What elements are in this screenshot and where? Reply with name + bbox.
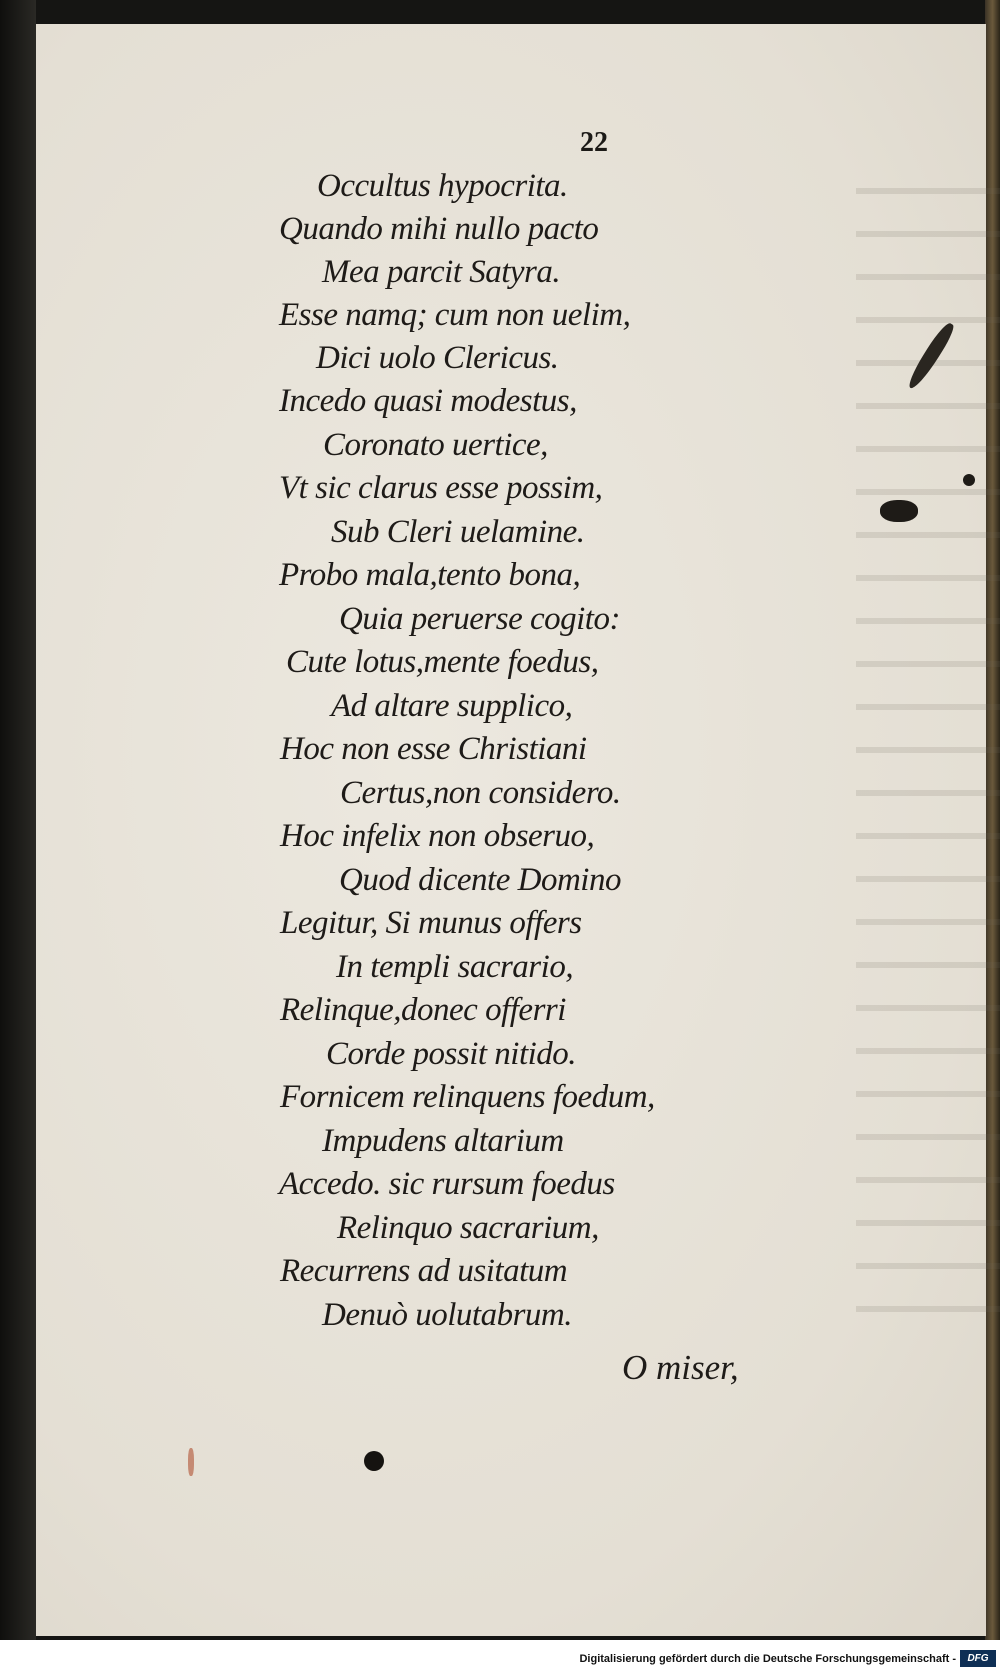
verse-line: Ad altare supplico, [331,688,573,724]
ink-dot [963,474,975,486]
verse-line: Quod dicente Domino [339,862,621,898]
verse-line: Vt sic clarus esse possim, [279,470,603,506]
red-mark [188,1448,194,1476]
verse-line: Incedo quasi modestus, [279,383,577,419]
catchword: O miser, [622,1348,739,1387]
verse-line: Sub Cleri uelamine. [331,514,585,550]
verse-line: Mea parcit Satyra. [322,254,561,290]
verse-line: Hoc infelix non obseruo, [280,818,595,854]
verse-line: Occultus hypocrita. [317,168,568,204]
verse-line: Impudens altarium [322,1123,564,1159]
verse-line: In templi sacrario, [336,949,574,985]
verse-line: Corde possit nitido. [326,1036,577,1072]
verse-line: Relinque,donec offerri [280,992,566,1028]
verse-line: Recurrens ad usitatum [280,1253,568,1289]
verse-line: Certus,non considero. [340,775,621,811]
page-number: 22 [580,127,608,158]
verse-line: Coronato uertice, [323,427,548,463]
verse-line: Relinquo sacrarium, [337,1210,599,1246]
verse-line: Cute lotus,mente foedus, [286,644,599,680]
verse-line: Quando mihi nullo pacto [279,211,599,247]
verse-line: Dici uolo Clericus. [316,340,559,376]
funding-credit: Digitalisierung gefördert durch die Deutsche Forschungsgemeinschaft - [579,1653,956,1665]
verse-line: Hoc non esse Christiani [280,731,587,767]
verse-line: Quia peruerse cogito: [339,601,620,637]
ink-dot [364,1451,384,1471]
ink-stain [880,500,918,522]
verse-line: Denuò uolutabrum. [322,1297,572,1333]
verse-line: Esse namq; cum non uelim, [279,297,631,333]
verse-line: Fornicem relinquens foedum, [280,1079,655,1115]
dfg-logo: DFG [960,1650,996,1667]
verse-line: Probo mala,tento bona, [279,557,581,593]
verse-line: Legitur, Si munus offers [280,905,582,941]
verse-line: Accedo. sic rursum foedus [279,1166,615,1202]
